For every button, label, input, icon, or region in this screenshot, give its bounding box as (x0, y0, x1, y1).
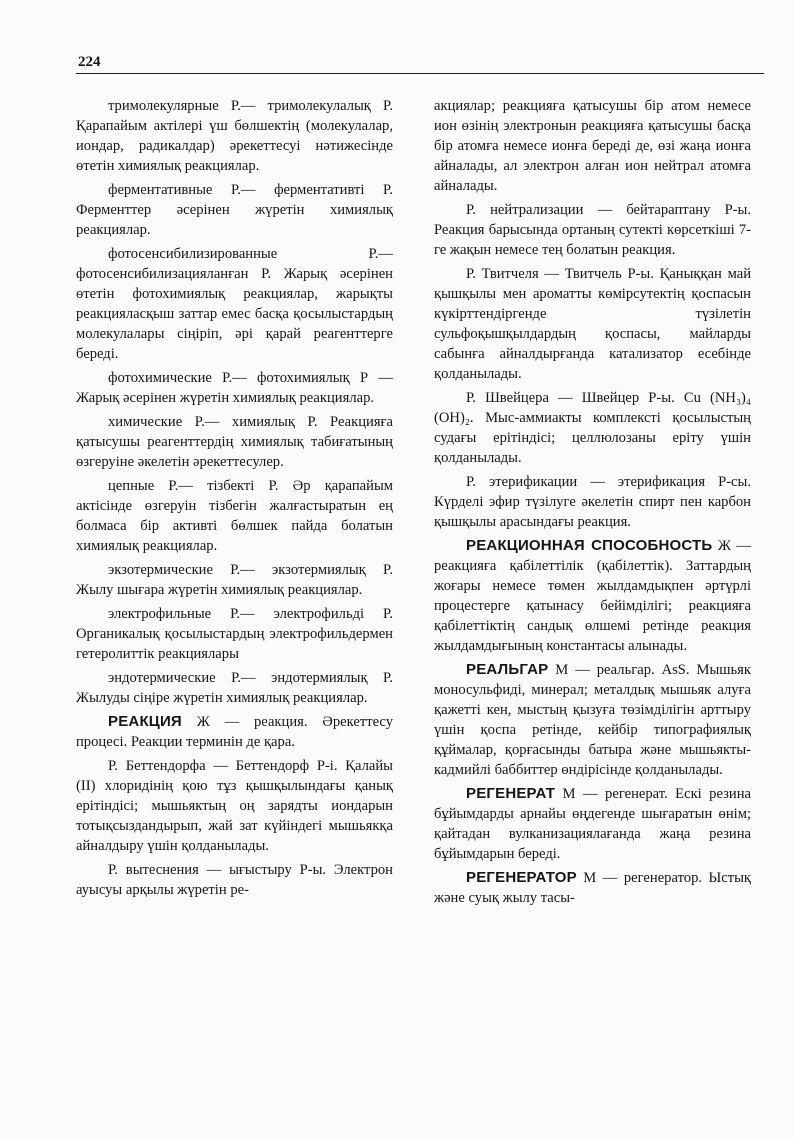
dictionary-entry: химические Р.— химиялық Р. Реакцияға қатысушы реагенттердің химиялық табиғатының өзгеруіне әкелетін әрекеттесулер. (76, 414, 393, 470)
dictionary-entry: ферментативные Р.— ферментативті Р. Ферменттер әсерінен жүретін химиялық реакциялар. (76, 182, 393, 238)
dictionary-entry (76, 712, 393, 752)
entry-headword: РЕАЛЬГАР (466, 661, 549, 678)
entry-headword: РЕГЕНЕРАТОР (466, 869, 577, 886)
dictionary-entry (434, 868, 751, 908)
left-column (76, 96, 393, 904)
dictionary-entry (434, 784, 751, 864)
dictionary-entry (434, 660, 751, 780)
dictionary-entry: Р. Твитчеля — Твитчель Р-ы. Қаныққан май қышқылы мен ароматты көмірсутектің қоспасын күкірттендіргенде түзілетін сульфоқышқылдардың қоспасы, майларды сабынға айналдырғанда катализатор есебінде қолданылады. (434, 266, 751, 382)
right-column (434, 96, 751, 912)
entry-definition: М — регенератор. Ыстық және суық жылу тасы- (434, 870, 751, 906)
entry-definition: М — регенерат. Ескі резина бұйымдарды арнайы өңдегенде шығаратын өнім; қайтадан вулканизациялағанда жаңа резина бұйымдарын береді. (434, 786, 751, 862)
dictionary-entry: Р. этерификации — этерификация Р-сы. Күрделі эфир түзілуге әкелетін спирт пен карбон қышқылы арасындағы реакция. (434, 474, 751, 530)
dictionary-entry: Р. Швейцера — Швейцер Р-ы. Cu (NH₃)₄ (OH)₂. Мыс-аммиакты комплексті қосылыстың судағы ерітіндісі; целлюлозаны еріту үшін қолданылады. (434, 390, 751, 466)
dictionary-entry: фотохимические Р.— фотохимиялық Р — Жарық әсерінен жүретін химиялық реакциялар. (76, 370, 393, 406)
dictionary-entry: Р. нейтрализации — бейтараптану Р-ы. Реакция барысында ортаның сутекті көрсеткіші 7-ге жақын немесе тең болатын реакция. (434, 202, 751, 258)
entry-headword: РЕГЕНЕРАТ (466, 785, 556, 802)
entry-headword: РЕАКЦИЯ (108, 713, 182, 730)
page-number: 224 (78, 54, 101, 70)
dictionary-entry: акциялар; реакцияға қатысушы бір атом немесе ион өзінің электронын реакцияға қатысушы басқа бір атомға немесе ионға береді де, өзі жаңа ионға айналады, ал электрон алған ион нейтрал атомға айналады. (434, 98, 751, 194)
header-rule (76, 73, 764, 74)
entry-definition: Ж — реакцияға қабілеттілік (қабілеттік). Заттардың жоғары немесе төмен жылдамдықпен әртүрлі процестерге қатынасу бейімділігі; реакцияға қабілеттіктің сандық өлшемі ретінде реакция жылдамдығының константасы алынады. (434, 538, 751, 654)
dictionary-entry: Р. Беттендорфа — Беттендорф Р-і. Қалайы (ІІ) хлоридінің қою тұз қышқылындағы қанық ерітіндісі; мышьяктың оң зарядты иондарын тотықсыздандырып, жай зат күйіндегі мышьякқа айналдыру үшін қолданылады. (76, 758, 393, 854)
dictionary-entry: электрофильные Р.— электрофильді Р. Органикалық қосылыстардың электрофильдермен гетеролиттік реакциялары (76, 606, 393, 662)
entry-definition: М — реальгар. AsS. Мышьяк моносульфиді, минерал; металдық мышьяк алуға қажетті кен, мыстың қызуға төзімділігін арттыру үшін қоспа ретінде, кейбір типографиялық құймалар, қорғасынды батыра және мышьякты-кадмийлі баббиттер өндірісінде қолданылады. (434, 662, 751, 778)
dictionary-entry: цепные Р.— тізбекті Р. Әр қарапайым актісінде өзгеруін тізбегін жалғастыратын ең болмаса бір активті бөлшек пайда болатын химиялық реакциялар. (76, 478, 393, 554)
entry-headword: РЕАКЦИОННАЯ СПОСОБНОСТЬ (466, 537, 713, 554)
dictionary-entry: экзотермические Р.— экзотермиялық Р. Жылу шығара жүретін химиялық реакциялар. (76, 562, 393, 598)
dictionary-entry: фотосенсибилизированные Р.— фотосенсибилизацияланған Р. Жарық әсерінен өтетін фотохимиялық реакциялар, жарықты реакцияласқыш заттар емес басқа қосылыстардың молекулалары сіңіріп, әрі қарай реагенттерге береді. (76, 246, 393, 362)
dictionary-entry: тримолекулярные Р.— тримолекулалық Р. Қарапайым актілері үш бөлшектің (молекулалар, иондар, радикалдар) әрекеттесуі нәтижесінде өтетін химиялық реакциялар. (76, 98, 393, 174)
entry-definition: Ж — реакция. Әрекеттесу процесі. Реакции терминін де қара. (76, 714, 393, 750)
dictionary-entry: эндотермические Р.— эндотермиялық Р. Жылуды сіңіре жүретін химиялық реакциялар. (76, 670, 393, 706)
dictionary-entry: Р. вытеснения — ығыстыру Р-ы. Электрон ауысуы арқылы жүретін ре- (76, 862, 393, 898)
dictionary-entry (434, 536, 751, 656)
